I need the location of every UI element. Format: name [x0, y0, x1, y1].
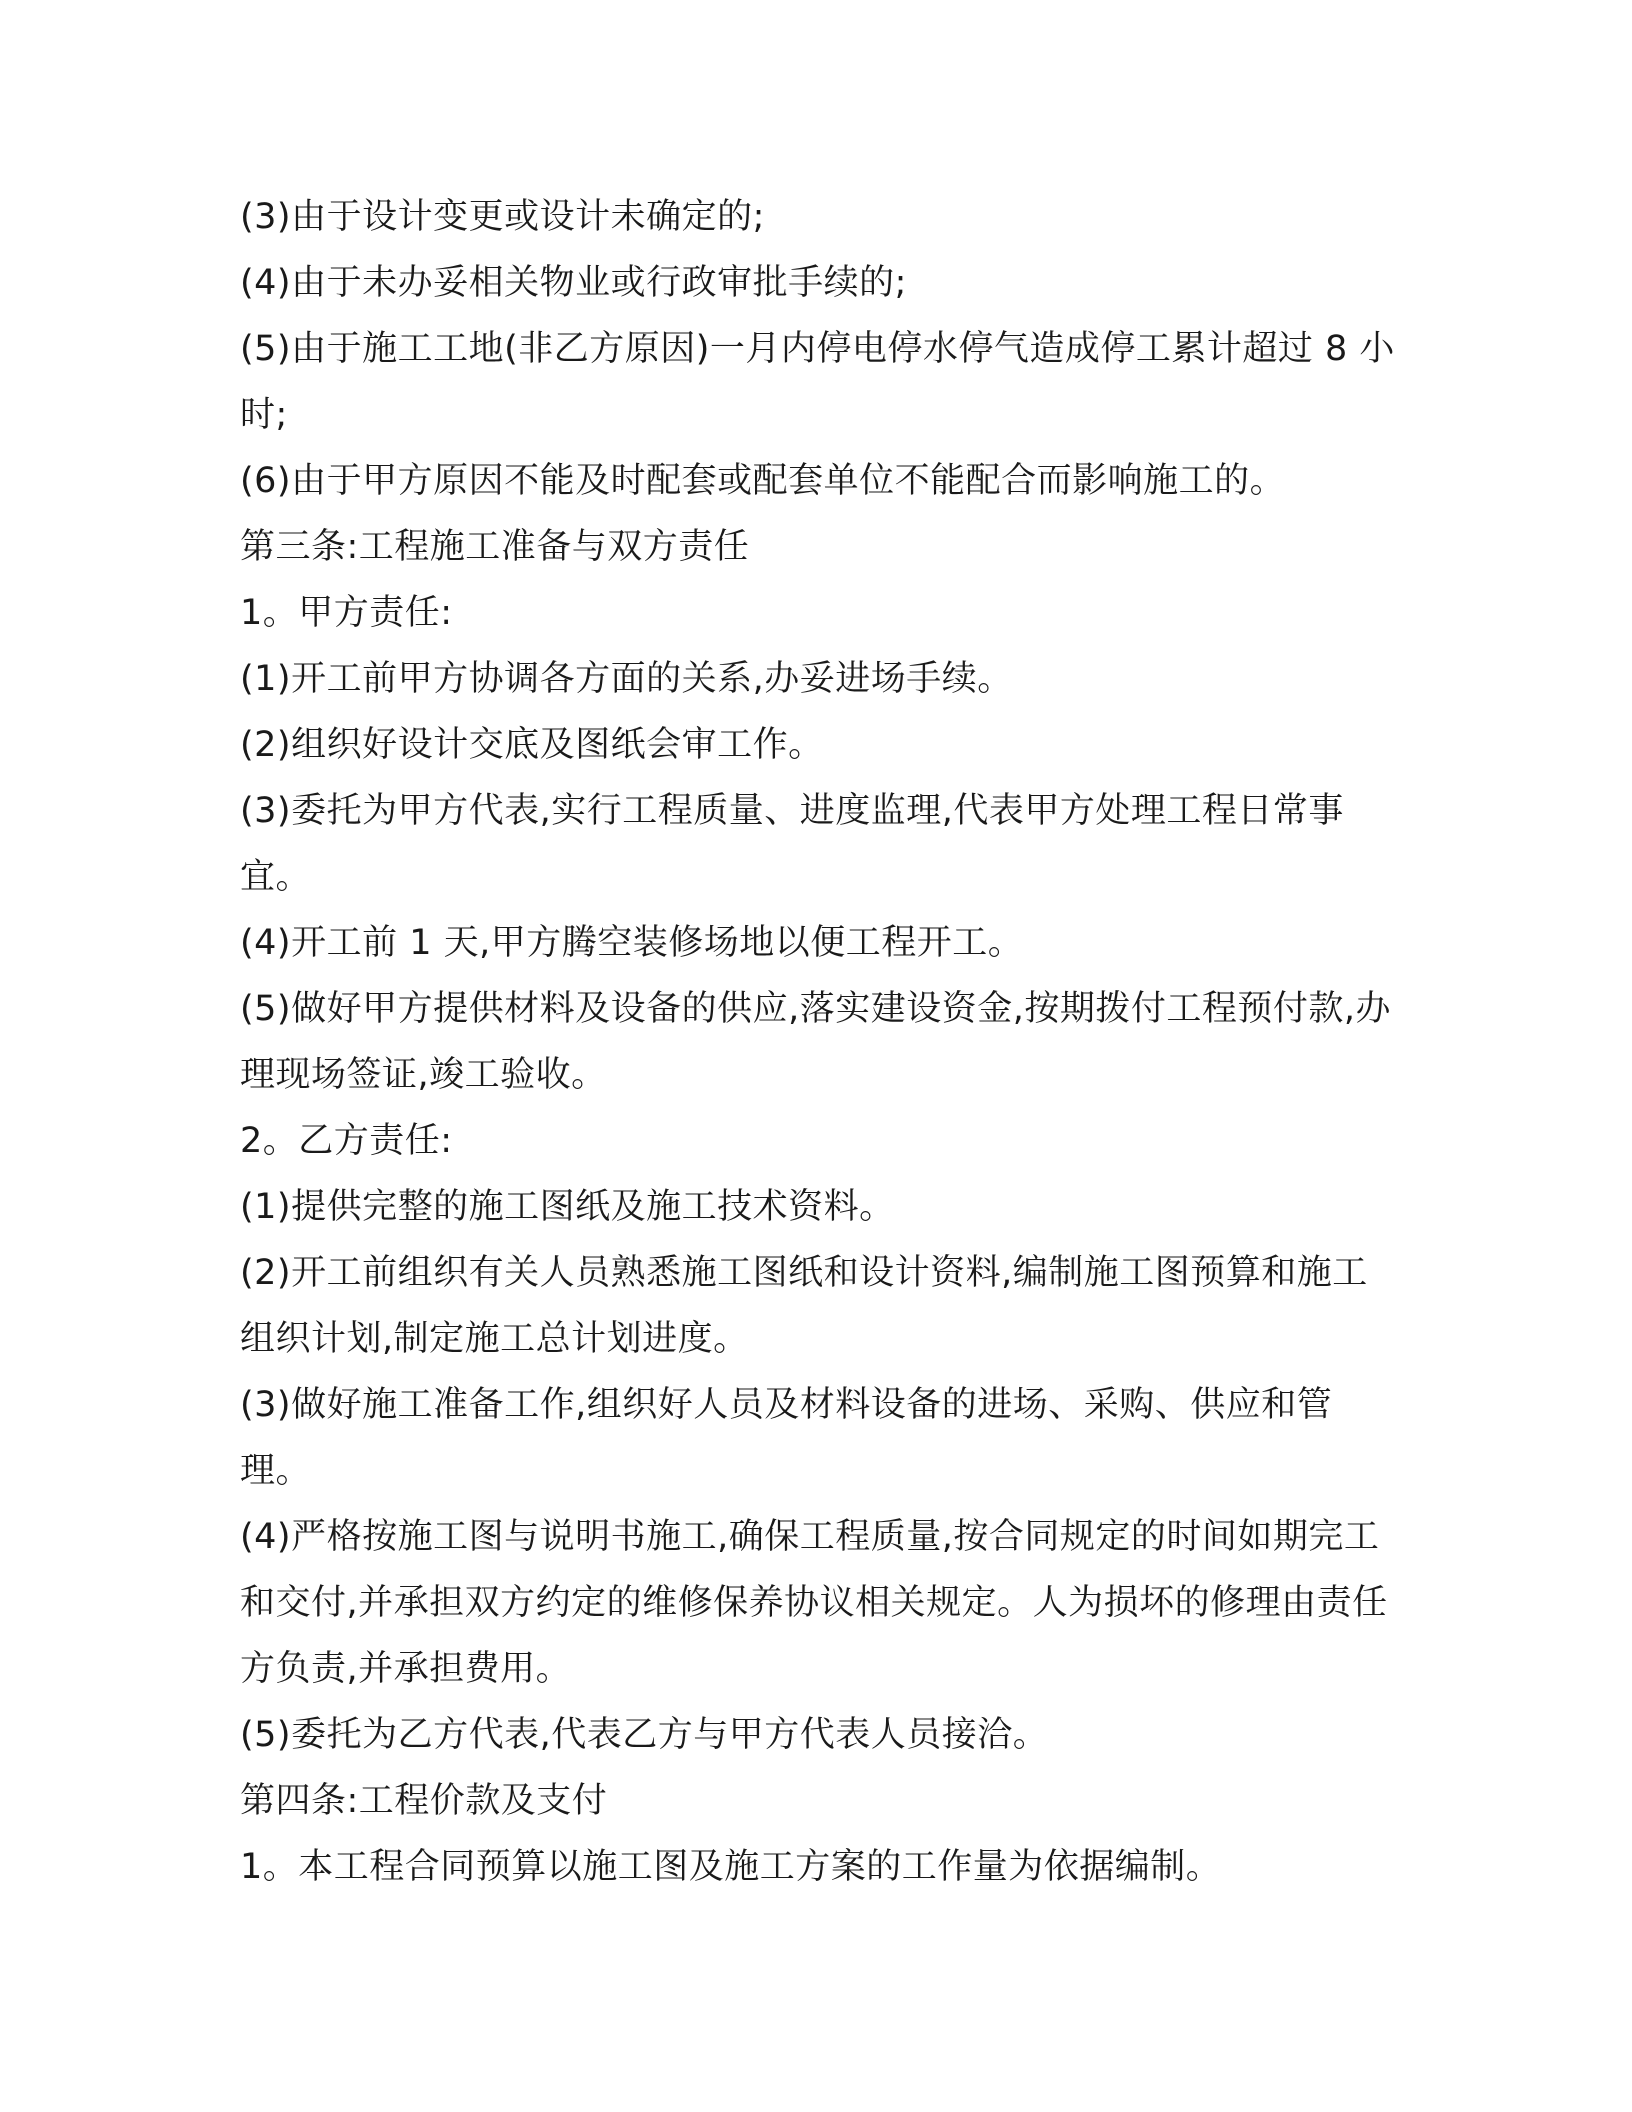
party-b-item-5: (5)委托为乙方代表,代表乙方与甲方代表人员接洽。: [240, 1715, 1049, 1755]
article-4-heading: 第四条:工程价款及支付: [240, 1781, 608, 1821]
party-a-item-4: (4)开工前 1 天,甲方腾空装修场地以便工程开工。: [240, 923, 1024, 963]
document-body: [240, 184, 1396, 1900]
party-b-item-1: (1)提供完整的施工图纸及施工技术资料。: [240, 1187, 895, 1227]
party-b-item-2: (2)开工前组织有关人员熟悉施工图纸和设计资料,编制施工图预算和施工组织计划,制定施工总计划进度。: [240, 1253, 1368, 1359]
party-b-item-4: (4)严格按施工图与说明书施工,确保工程质量,按合同规定的时间如期完工和交付,并承担双方约定的维修保养协议相关规定。人为损坏的修理由责任方负责,并承担费用。: [240, 1517, 1388, 1689]
party-a-item-1: (1)开工前甲方协调各方面的关系,办妥进场手续。: [240, 659, 1013, 699]
party-a-item-5: (5)做好甲方提供材料及设备的供应,落实建设资金,按期拨付工程预付款,办理现场签证,竣工验收。: [240, 989, 1391, 1095]
clause-item-5: (5)由于施工工地(非乙方原因)一月内停电停水停气造成停工累计超过 8 小时;: [240, 329, 1395, 435]
article-3-heading: 第三条:工程施工准备与双方责任: [240, 527, 750, 567]
party-a-item-3: (3)委托为甲方代表,实行工程质量、进度监理,代表甲方处理工程日常事宜。: [240, 791, 1344, 897]
party-b-heading: 2。乙方责任:: [240, 1121, 453, 1161]
payment-item-1: 1。本工程合同预算以施工图及施工方案的工作量为依据编制。: [240, 1847, 1222, 1887]
clause-item-4: (4)由于未办妥相关物业或行政审批手续的;: [240, 263, 907, 303]
party-a-item-2: (2)组织好设计交底及图纸会审工作。: [240, 725, 824, 765]
party-a-heading: 1。甲方责任:: [240, 593, 453, 633]
clause-item-3: (3)由于设计变更或设计未确定的;: [240, 197, 765, 237]
party-b-item-3: (3)做好施工准备工作,组织好人员及材料设备的进场、采购、供应和管理。: [240, 1385, 1333, 1491]
clause-item-6: (6)由于甲方原因不能及时配套或配套单位不能配合而影响施工的。: [240, 461, 1286, 501]
